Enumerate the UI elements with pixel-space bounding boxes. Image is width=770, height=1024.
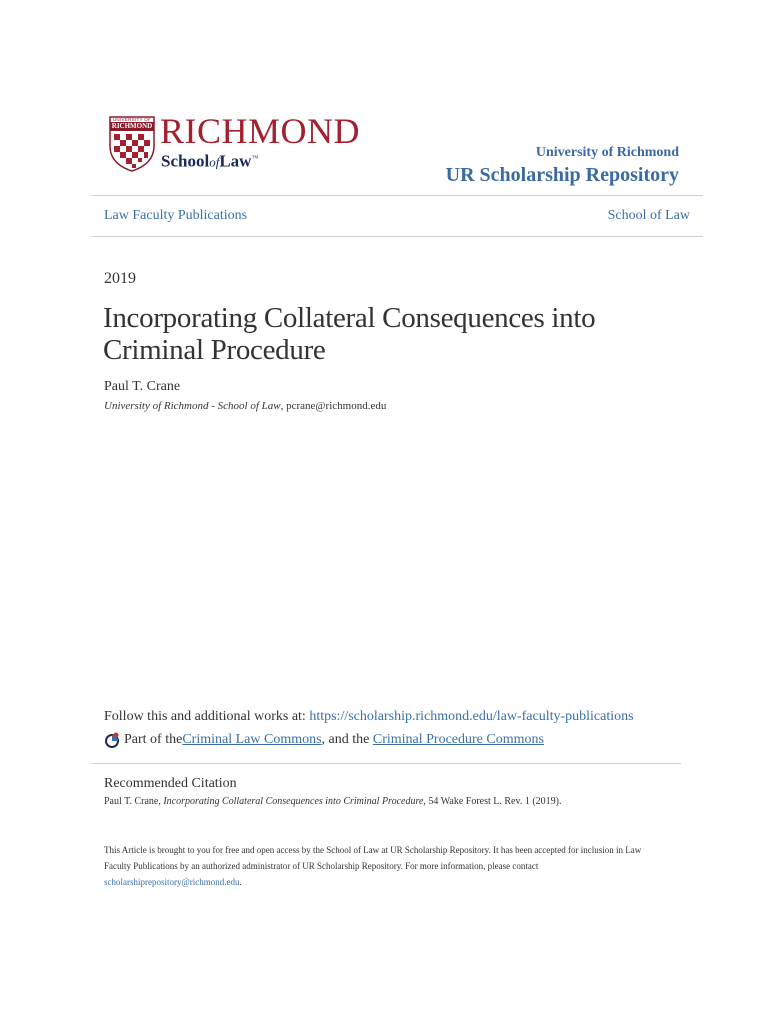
richmond-law-logo [108,111,368,174]
citation-title: Incorporating Collateral Consequences into Criminal Procedure [163,796,424,807]
author-affiliation [104,400,386,412]
disclaimer-end: . [239,877,242,887]
logo-of: of [209,154,220,170]
author-name: Paul T. Crane [104,379,181,394]
author-email: , pcrane@richmond.edu [280,400,387,412]
institution-name: University of Richmond [535,145,679,160]
divider-nav [91,236,703,237]
logo-law: Law [219,151,252,171]
article-title: Incorporating Collateral Consequences into Criminal Procedure [103,302,596,366]
disclaimer-text: This Article is brought to you for free and open access by the School of Law at UR Scholarship Repository. It has been accepted for inclusion in Law Faculty Publications by an authorized administrator of UR Scholarship Repository. For more information, please contact [104,845,642,871]
recommended-citation [104,796,561,807]
shield-top-text: UNIVERSITY OF [112,117,152,122]
follow-prefix: Follow this and additional works at: [104,709,310,724]
criminal-law-commons-link[interactable]: Criminal Law Commons [182,732,322,747]
contact-email-link[interactable]: scholarshiprepository@richmond.edu [104,877,240,887]
network-icon [104,732,120,748]
citation-rest: , 54 Wake Forest L. Rev. 1 (2019). [423,796,562,807]
part-of-middle: , and the [321,732,373,747]
collection-url-link[interactable]: https://scholarship.richmond.edu/law-faculty-publications [309,709,634,724]
logo-school-of-law [161,149,258,172]
logo-wordmark: RICHMOND [160,111,361,151]
recommended-citation-heading: Recommended Citation [104,776,237,791]
citation-author: Paul T. Crane, [104,796,164,807]
part-of-line [104,732,544,748]
affiliation-name: University of Richmond - School of Law [104,400,281,412]
publication-year: 2019 [104,270,136,287]
divider-citation [91,763,681,764]
access-disclaimer [104,842,664,890]
part-of-prefix: Part of the [124,732,183,747]
school-of-law-link[interactable]: School of Law [607,208,690,223]
shield-icon [108,116,156,172]
law-faculty-publications-link[interactable]: Law Faculty Publications [104,208,248,223]
logo-tm: ™ [251,154,259,162]
criminal-procedure-commons-link[interactable]: Criminal Procedure Commons [372,732,544,747]
shield-band-text: RICHMOND [111,122,153,130]
logo-school: School [161,151,210,171]
repository-name: UR Scholarship Repository [445,164,679,186]
follow-line [104,709,634,725]
divider-top [91,195,703,196]
